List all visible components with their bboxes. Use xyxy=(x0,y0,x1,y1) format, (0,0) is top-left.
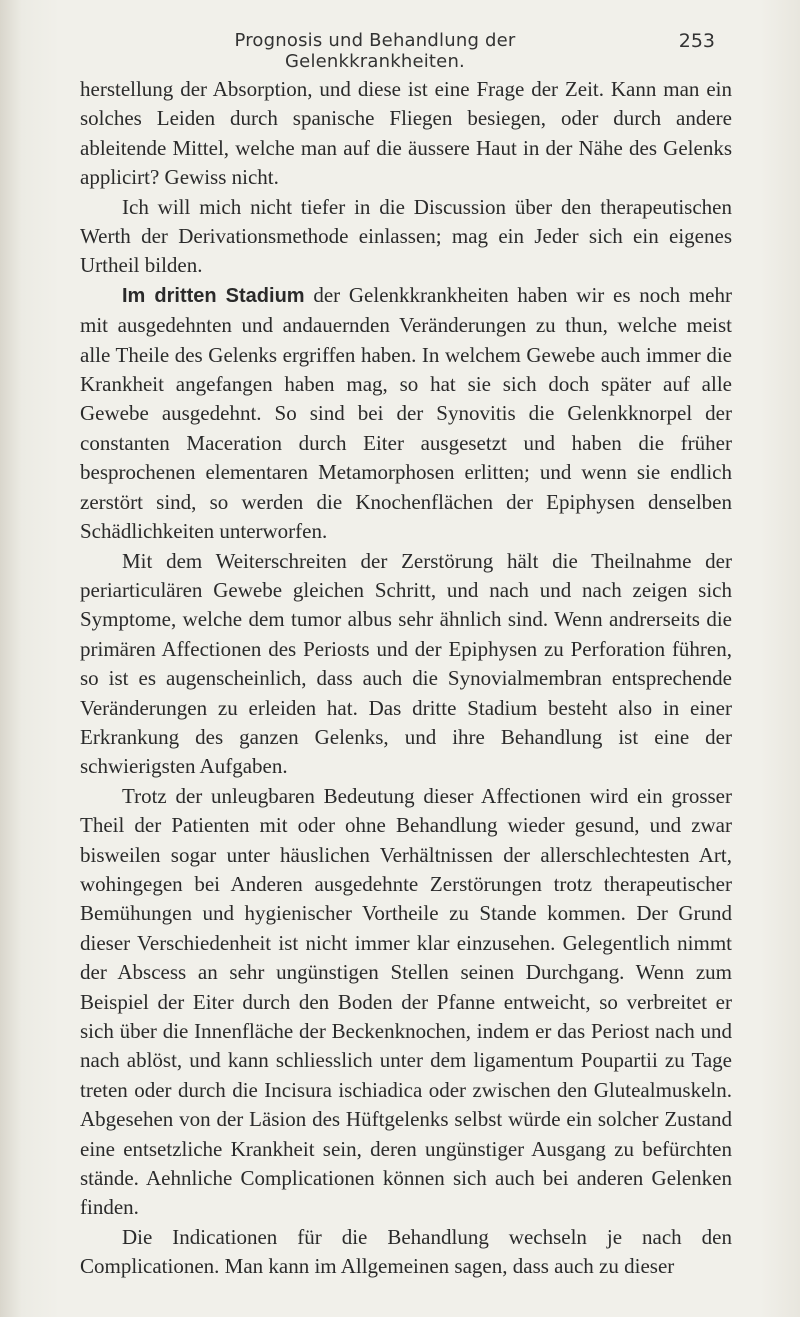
page-number: 253 xyxy=(678,30,715,52)
paragraph-6: Die Indicationen für die Behandlung wechseln je nach den Complicationen. Man kann im Allgemeinen sagen, dass auch zu dieser xyxy=(80,1224,732,1279)
paragraph-2: Ich will mich nicht tiefer in die Discussion über den therapeutischen Werth der Derivationsmethode einlassen; mag ein Jeder sich ein eigenes Urtheil bilden. xyxy=(80,194,732,278)
section-lead-heading: Im dritten Stadium xyxy=(122,284,305,307)
paragraph-1: herstellung der Absorption, und diese ist eine Frage der Zeit. Kann man ein solches Leiden durch spanische Fliegen besiegen, oder durch andere ableitende Mittel, welche man auf die äussere Haut in der Nähe des Gelenks applicirt? Gewiss nicht. xyxy=(80,77,732,190)
body-text xyxy=(80,75,732,1282)
running-title: Prognosis und Behandlung der Gelenkkrankheiten. xyxy=(234,30,516,72)
paragraph-5: Trotz der unleugbaren Bedeutung dieser Affectionen wird ein grosser Theil der Patienten mit oder ohne Behandlung wieder gesund, und zwar bisweilen sogar unter häuslichen Verhältnissen der allerschlechtesten Art, wohingegen bei Anderen ausgedehnte Zerstörungen trotz therapeutischer Bemühungen und hygienischer Vortheile zu Stande kommen. Der Grund dieser Verschiedenheit ist nicht immer klar einzusehen. Gelegentlich nimmt der Abscess an sehr ungünstigen Stellen seinen Durchgang. Wenn zum Beispiel der Eiter durch den Boden der Pfanne entweicht, so verbreitet er sich über die Innenfläche der Beckenknochen, indem er das Periost nach und nach ablöst, und kann schliesslich unter dem ligamentum Poupartii zu Tage treten oder durch die Incisura ischiadica oder zwischen den Glutealmuskeln. Abgesehen von der Läsion des Hüftgelenks selbst würde ein solcher Zustand eine entsetzliche Krankheit sein, deren ungünstiger Ausgang zu befürchten stände. Aehnliche Complicationen können sich auch bei anderen Gelenken finden. xyxy=(80,783,732,1220)
paragraph-3 xyxy=(80,281,732,547)
paragraph-4: Mit dem Weiterschreiten der Zerstörung hält die Theilnahme der periarticulären Gewebe gleichen Schritt, und nach und nach zeigen sich Symptome, welche dem tumor albus sehr ähnlich sind. Wenn andrerseits die primären Affectionen des Periosts und der Epiphysen zu Perforation führen, so ist es augenscheinlich, dass auch die Synovialmembran entsprechende Veränderungen zu erleiden hat. Das dritte Stadium besteht also in einer Erkrankung des ganzen Gelenks, und ihre Behandlung ist eine der schwierigsten Aufgaben. xyxy=(80,548,732,779)
paragraph-3-text: der Gelenkkrankheiten haben wir es noch mehr mit ausgedehnten und andauernden Veränderungen zu thun, welche meist alle Theile des Gelenks ergriffen haben. In welchem Gewebe auch immer die Krankheit angefangen haben mag, so hat sie sich doch später auf alle Gewebe ausgedehnt. So sind bei der Synovitis die Gelenkknorpel der constanten Maceration durch Eiter ausgesetzt und haben die früher besprochenen elementaren Metamorphosen erlitten; und wenn sie endlich zerstört sind, so werden die Knochenflächen der Epiphysen denselben Schädlichkeiten unterworfen. xyxy=(80,282,732,544)
